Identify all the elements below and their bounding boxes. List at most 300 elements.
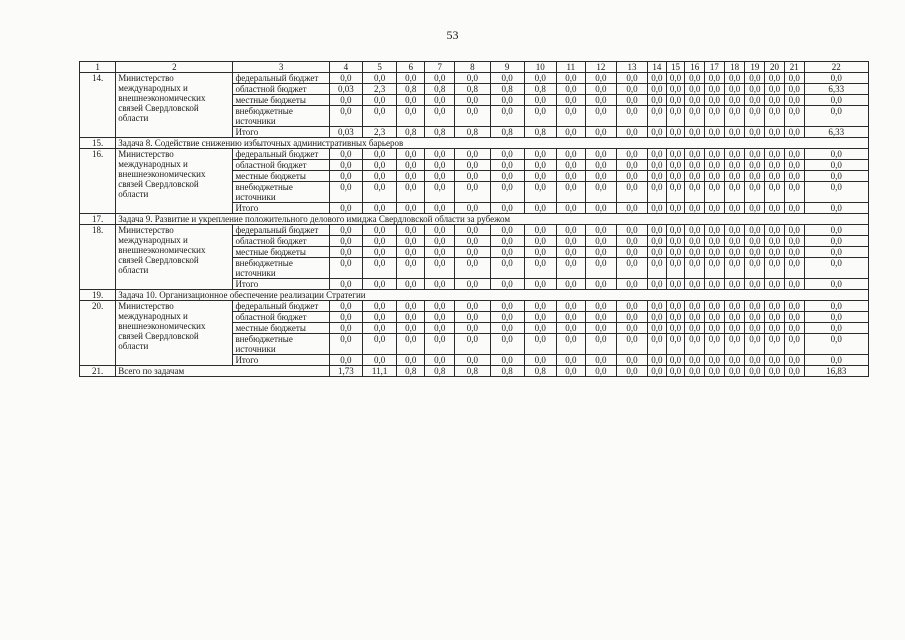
value-cell: 0,0: [455, 73, 490, 84]
value-cell: 0,0: [585, 149, 616, 160]
value-cell: 0,0: [329, 160, 362, 171]
value-cell: 0,0: [455, 334, 490, 355]
value-cell: 0,0: [705, 258, 725, 279]
funding-source: федеральный бюджет: [233, 301, 329, 312]
value-cell: 0,0: [329, 334, 362, 355]
value-cell: 0,0: [490, 312, 524, 323]
value-cell: 0,0: [616, 106, 647, 127]
value-cell: 0,0: [648, 95, 667, 106]
value-cell: 0,0: [616, 323, 647, 334]
value-cell: 0,0: [425, 247, 455, 258]
value-cell: 0,0: [804, 323, 868, 334]
value-cell: 0,0: [455, 355, 490, 366]
value-cell: 0,0: [524, 171, 556, 182]
value-cell: 0,0: [524, 73, 556, 84]
value-cell: 0,0: [490, 106, 524, 127]
value-cell: 0,0: [666, 323, 685, 334]
value-cell: 0,0: [363, 236, 397, 247]
task-row: [80, 214, 869, 225]
value-cell: 0,0: [397, 149, 425, 160]
value-cell: 0,0: [363, 203, 397, 214]
value-cell: 0,0: [524, 334, 556, 355]
value-cell: 0,8: [425, 366, 455, 377]
value-cell: 0,0: [705, 366, 725, 377]
value-cell: 0,0: [648, 312, 667, 323]
value-cell: 0,0: [765, 355, 785, 366]
value-cell: 0,0: [648, 127, 667, 138]
value-cell: 0,0: [685, 323, 705, 334]
value-cell: 0,0: [329, 301, 362, 312]
value-cell: 0,0: [804, 203, 868, 214]
value-cell: 0,0: [616, 247, 647, 258]
task-title: Задача 9. Развитие и укрепление положительного делового имиджа Свердловской области за рубежом: [116, 214, 869, 225]
value-cell: 0,0: [397, 312, 425, 323]
value-cell: 0,0: [425, 279, 455, 290]
column-number-header: 12: [585, 62, 616, 73]
value-cell: 0,0: [765, 247, 785, 258]
value-cell: 0,0: [455, 258, 490, 279]
organization-name: Министерство международных и внешнеэкономических связей Свердловской области: [116, 73, 233, 138]
value-cell: 0,0: [804, 171, 868, 182]
value-cell: 0,0: [804, 312, 868, 323]
funding-source: областной бюджет: [233, 84, 329, 95]
value-cell: 0,0: [765, 301, 785, 312]
value-cell: 0,0: [666, 95, 685, 106]
value-cell: 0,0: [524, 149, 556, 160]
value-cell: 0,0: [666, 258, 685, 279]
value-cell: 0,8: [397, 366, 425, 377]
value-cell: 0,0: [685, 236, 705, 247]
value-cell: 0,0: [685, 171, 705, 182]
value-cell: 0,0: [648, 182, 667, 203]
value-cell: 0,0: [556, 323, 585, 334]
value-cell: 0,0: [425, 73, 455, 84]
funding-source: областной бюджет: [233, 236, 329, 247]
value-cell: 0,0: [804, 160, 868, 171]
column-number-header: 16: [685, 62, 705, 73]
value-cell: 0,0: [616, 301, 647, 312]
value-cell: 0,0: [648, 203, 667, 214]
value-cell: 0,0: [765, 203, 785, 214]
row-number: 19.: [80, 290, 116, 301]
value-cell: 0,0: [666, 247, 685, 258]
value-cell: 0,0: [616, 279, 647, 290]
value-cell: 0,0: [585, 301, 616, 312]
value-cell: 0,0: [585, 95, 616, 106]
value-cell: 0,8: [425, 84, 455, 95]
value-cell: 0,0: [524, 95, 556, 106]
value-cell: 0,0: [685, 355, 705, 366]
value-cell: 0,8: [397, 84, 425, 95]
funding-source: местные бюджеты: [233, 323, 329, 334]
total-label: Всего по задачам: [116, 366, 330, 377]
column-number-header: 9: [490, 62, 524, 73]
value-cell: 0,0: [745, 334, 765, 355]
value-cell: 0,8: [455, 366, 490, 377]
column-number-header: 17: [705, 62, 725, 73]
value-cell: 0,0: [524, 225, 556, 236]
value-cell: 0,0: [585, 366, 616, 377]
value-cell: 0,0: [585, 334, 616, 355]
value-cell: 0,0: [397, 95, 425, 106]
value-cell: 0,0: [455, 203, 490, 214]
value-cell: 0,0: [724, 323, 745, 334]
value-cell: 0,0: [705, 171, 725, 182]
value-cell: 11,1: [363, 366, 397, 377]
value-cell: 0,0: [685, 127, 705, 138]
value-cell: 0,0: [765, 127, 785, 138]
value-cell: 0,8: [524, 84, 556, 95]
value-cell: 0,0: [455, 312, 490, 323]
value-cell: 0,0: [724, 225, 745, 236]
value-cell: 0,0: [705, 355, 725, 366]
value-cell: 0,0: [397, 106, 425, 127]
value-cell: 0,0: [666, 236, 685, 247]
value-cell: 0,0: [724, 236, 745, 247]
value-cell: 0,0: [666, 312, 685, 323]
value-cell: 0,0: [705, 301, 725, 312]
value-cell: 0,0: [425, 225, 455, 236]
value-cell: 0,0: [784, 334, 804, 355]
value-cell: 0,8: [490, 84, 524, 95]
value-cell: 0,0: [616, 355, 647, 366]
value-cell: 0,0: [648, 323, 667, 334]
value-cell: 0,0: [666, 106, 685, 127]
value-cell: 0,0: [724, 279, 745, 290]
value-cell: 0,0: [804, 182, 868, 203]
value-cell: 0,0: [585, 312, 616, 323]
value-cell: 0,0: [705, 160, 725, 171]
value-cell: 0,0: [455, 279, 490, 290]
value-cell: 0,0: [616, 160, 647, 171]
value-cell: 0,0: [765, 279, 785, 290]
value-cell: 0,0: [745, 149, 765, 160]
value-cell: 0,0: [397, 171, 425, 182]
value-cell: 0,0: [745, 355, 765, 366]
value-cell: 0,0: [804, 301, 868, 312]
column-number-header: 20: [765, 62, 785, 73]
value-cell: 0,0: [524, 203, 556, 214]
value-cell: 0,0: [765, 84, 785, 95]
value-cell: 0,0: [745, 182, 765, 203]
value-cell: 0,0: [648, 334, 667, 355]
value-cell: 0,0: [666, 366, 685, 377]
value-cell: 0,0: [363, 171, 397, 182]
value-cell: 0,0: [784, 106, 804, 127]
value-cell: 0,0: [363, 160, 397, 171]
value-cell: 0,0: [724, 127, 745, 138]
column-number-header: 7: [425, 62, 455, 73]
value-cell: 0,0: [705, 225, 725, 236]
value-cell: 0,0: [425, 334, 455, 355]
value-cell: 0,0: [490, 334, 524, 355]
value-cell: 0,0: [329, 247, 362, 258]
value-cell: 0,0: [363, 355, 397, 366]
value-cell: 0,0: [425, 95, 455, 106]
value-cell: 0,0: [784, 84, 804, 95]
value-cell: 0,8: [397, 127, 425, 138]
value-cell: 0,0: [745, 106, 765, 127]
value-cell: 0,0: [724, 149, 745, 160]
value-cell: 0,0: [397, 247, 425, 258]
value-cell: 0,0: [397, 323, 425, 334]
value-cell: 0,0: [524, 236, 556, 247]
value-cell: 0,0: [363, 323, 397, 334]
value-cell: 0,0: [765, 225, 785, 236]
funding-source: внебюджетные источники: [233, 106, 329, 127]
value-cell: 0,0: [524, 312, 556, 323]
value-cell: 0,0: [556, 84, 585, 95]
total-row: [80, 366, 869, 377]
value-cell: 0,0: [648, 301, 667, 312]
value-cell: 0,0: [490, 323, 524, 334]
value-cell: 0,0: [585, 127, 616, 138]
value-cell: 0,0: [648, 84, 667, 95]
value-cell: 0,0: [685, 95, 705, 106]
value-cell: 0,0: [524, 160, 556, 171]
value-cell: 0,0: [425, 236, 455, 247]
value-cell: 0,0: [556, 258, 585, 279]
value-cell: 0,0: [666, 203, 685, 214]
value-cell: 0,0: [397, 160, 425, 171]
table-row: [80, 149, 869, 160]
value-cell: 0,0: [616, 258, 647, 279]
value-cell: 0,0: [397, 236, 425, 247]
row-number: 17.: [80, 214, 116, 225]
funding-source: федеральный бюджет: [233, 225, 329, 236]
value-cell: 0,0: [455, 301, 490, 312]
value-cell: 0,0: [397, 258, 425, 279]
funding-source: местные бюджеты: [233, 171, 329, 182]
value-cell: 0,0: [363, 106, 397, 127]
value-cell: 0,0: [685, 334, 705, 355]
value-cell: 0,0: [804, 258, 868, 279]
value-cell: 0,0: [705, 312, 725, 323]
value-cell: 0,0: [745, 171, 765, 182]
page-number: 53: [446, 28, 459, 42]
value-cell: 16,83: [804, 366, 868, 377]
value-cell: 0,0: [425, 160, 455, 171]
value-cell: 0,0: [784, 301, 804, 312]
value-cell: 0,0: [616, 84, 647, 95]
value-cell: 0,0: [724, 73, 745, 84]
budget-table: [79, 61, 869, 377]
value-cell: 0,0: [329, 258, 362, 279]
funding-source: Итого: [233, 279, 329, 290]
value-cell: 0,0: [745, 366, 765, 377]
value-cell: 0,0: [666, 334, 685, 355]
value-cell: 0,0: [524, 106, 556, 127]
value-cell: 1,73: [329, 366, 362, 377]
value-cell: 0,0: [329, 236, 362, 247]
value-cell: 0,0: [425, 301, 455, 312]
value-cell: 0,0: [745, 203, 765, 214]
value-cell: 0,0: [556, 95, 585, 106]
value-cell: 0,0: [804, 149, 868, 160]
value-cell: 0,8: [455, 127, 490, 138]
value-cell: 0,0: [490, 225, 524, 236]
row-number: 21.: [80, 366, 116, 377]
value-cell: 0,8: [490, 366, 524, 377]
value-cell: 0,8: [490, 127, 524, 138]
value-cell: 0,0: [425, 171, 455, 182]
value-cell: 0,0: [784, 323, 804, 334]
column-number-header: 8: [455, 62, 490, 73]
funding-source: внебюджетные источники: [233, 334, 329, 355]
value-cell: 0,0: [648, 279, 667, 290]
value-cell: 0,8: [455, 84, 490, 95]
value-cell: 0,0: [765, 366, 785, 377]
value-cell: 0,0: [455, 106, 490, 127]
value-cell: 0,0: [455, 95, 490, 106]
value-cell: 0,0: [397, 73, 425, 84]
value-cell: 0,0: [745, 160, 765, 171]
value-cell: 0,0: [556, 334, 585, 355]
value-cell: 0,0: [804, 279, 868, 290]
value-cell: 0,0: [425, 312, 455, 323]
value-cell: 0,0: [616, 171, 647, 182]
value-cell: 0,0: [648, 247, 667, 258]
value-cell: 0,0: [490, 182, 524, 203]
value-cell: 0,0: [705, 73, 725, 84]
value-cell: 0,0: [705, 203, 725, 214]
value-cell: 0,0: [556, 355, 585, 366]
value-cell: 0,0: [724, 84, 745, 95]
value-cell: 6,33: [804, 84, 868, 95]
value-cell: 0,0: [804, 236, 868, 247]
funding-source: внебюджетные источники: [233, 258, 329, 279]
column-number-header: 10: [524, 62, 556, 73]
value-cell: 0,0: [455, 160, 490, 171]
value-cell: 0,0: [490, 279, 524, 290]
value-cell: 0,0: [397, 182, 425, 203]
value-cell: 0,0: [685, 225, 705, 236]
task-row: [80, 290, 869, 301]
table-row: [80, 73, 869, 84]
value-cell: 0,0: [556, 106, 585, 127]
value-cell: 0,0: [765, 73, 785, 84]
column-number-header: 18: [724, 62, 745, 73]
table-row: [80, 225, 869, 236]
value-cell: 0,0: [425, 203, 455, 214]
table-row: [80, 301, 869, 312]
value-cell: 0,0: [363, 95, 397, 106]
value-cell: 0,0: [724, 203, 745, 214]
value-cell: 0,0: [745, 312, 765, 323]
row-number: 18.: [80, 225, 116, 290]
value-cell: 0,0: [556, 160, 585, 171]
value-cell: 0,0: [666, 225, 685, 236]
value-cell: 0,0: [724, 301, 745, 312]
value-cell: 0,0: [490, 73, 524, 84]
value-cell: 0,0: [724, 355, 745, 366]
value-cell: 0,0: [784, 95, 804, 106]
value-cell: 0,0: [556, 247, 585, 258]
column-number-header: 21: [784, 62, 804, 73]
value-cell: 0,0: [685, 73, 705, 84]
value-cell: 0,0: [490, 236, 524, 247]
value-cell: 0,0: [425, 149, 455, 160]
value-cell: 0,0: [666, 182, 685, 203]
value-cell: 0,0: [329, 171, 362, 182]
value-cell: 0,0: [784, 225, 804, 236]
value-cell: 0,0: [363, 247, 397, 258]
value-cell: 0,0: [648, 106, 667, 127]
value-cell: 0,0: [705, 149, 725, 160]
value-cell: 0,8: [425, 127, 455, 138]
value-cell: 0,8: [524, 366, 556, 377]
value-cell: 0,0: [329, 203, 362, 214]
value-cell: 0,0: [329, 106, 362, 127]
value-cell: 0,0: [685, 182, 705, 203]
value-cell: 0,0: [666, 171, 685, 182]
value-cell: 0,0: [784, 149, 804, 160]
value-cell: 0,0: [585, 182, 616, 203]
value-cell: 0,0: [784, 182, 804, 203]
value-cell: 0,0: [784, 160, 804, 171]
value-cell: 0,0: [765, 106, 785, 127]
value-cell: 0,0: [397, 203, 425, 214]
value-cell: 0,0: [765, 95, 785, 106]
value-cell: 0,0: [784, 258, 804, 279]
value-cell: 0,0: [724, 106, 745, 127]
value-cell: 0,0: [724, 182, 745, 203]
value-cell: 0,0: [724, 312, 745, 323]
value-cell: 0,0: [705, 106, 725, 127]
value-cell: 0,0: [745, 323, 765, 334]
value-cell: 0,0: [804, 334, 868, 355]
value-cell: 0,0: [455, 236, 490, 247]
funding-source: областной бюджет: [233, 160, 329, 171]
value-cell: 0,0: [685, 106, 705, 127]
value-cell: 0,0: [705, 236, 725, 247]
value-cell: 0,0: [765, 258, 785, 279]
value-cell: 0,0: [784, 127, 804, 138]
value-cell: 0,0: [585, 247, 616, 258]
value-cell: 0,0: [685, 366, 705, 377]
value-cell: 0,0: [648, 149, 667, 160]
value-cell: 0,0: [616, 203, 647, 214]
value-cell: 0,0: [648, 258, 667, 279]
value-cell: 0,0: [765, 149, 785, 160]
value-cell: 0,0: [329, 95, 362, 106]
value-cell: 6,33: [804, 127, 868, 138]
value-cell: 0,0: [616, 366, 647, 377]
value-cell: 0,0: [705, 84, 725, 95]
value-cell: 0,0: [784, 366, 804, 377]
value-cell: 0,0: [585, 236, 616, 247]
value-cell: 0,0: [705, 182, 725, 203]
value-cell: 0,0: [616, 334, 647, 355]
value-cell: 0,0: [585, 203, 616, 214]
value-cell: 0,0: [524, 182, 556, 203]
column-number-header: 6: [397, 62, 425, 73]
column-number-header: 1: [80, 62, 116, 73]
value-cell: 0,0: [784, 247, 804, 258]
value-cell: 0,0: [585, 160, 616, 171]
value-cell: 0,0: [784, 171, 804, 182]
value-cell: 0,0: [524, 355, 556, 366]
value-cell: 0,0: [804, 355, 868, 366]
funding-source: Итого: [233, 203, 329, 214]
value-cell: 0,0: [705, 127, 725, 138]
value-cell: 0,0: [363, 279, 397, 290]
value-cell: 0,0: [556, 149, 585, 160]
value-cell: 0,0: [705, 323, 725, 334]
value-cell: 0,0: [685, 279, 705, 290]
value-cell: 0,0: [724, 366, 745, 377]
value-cell: 0,0: [490, 203, 524, 214]
